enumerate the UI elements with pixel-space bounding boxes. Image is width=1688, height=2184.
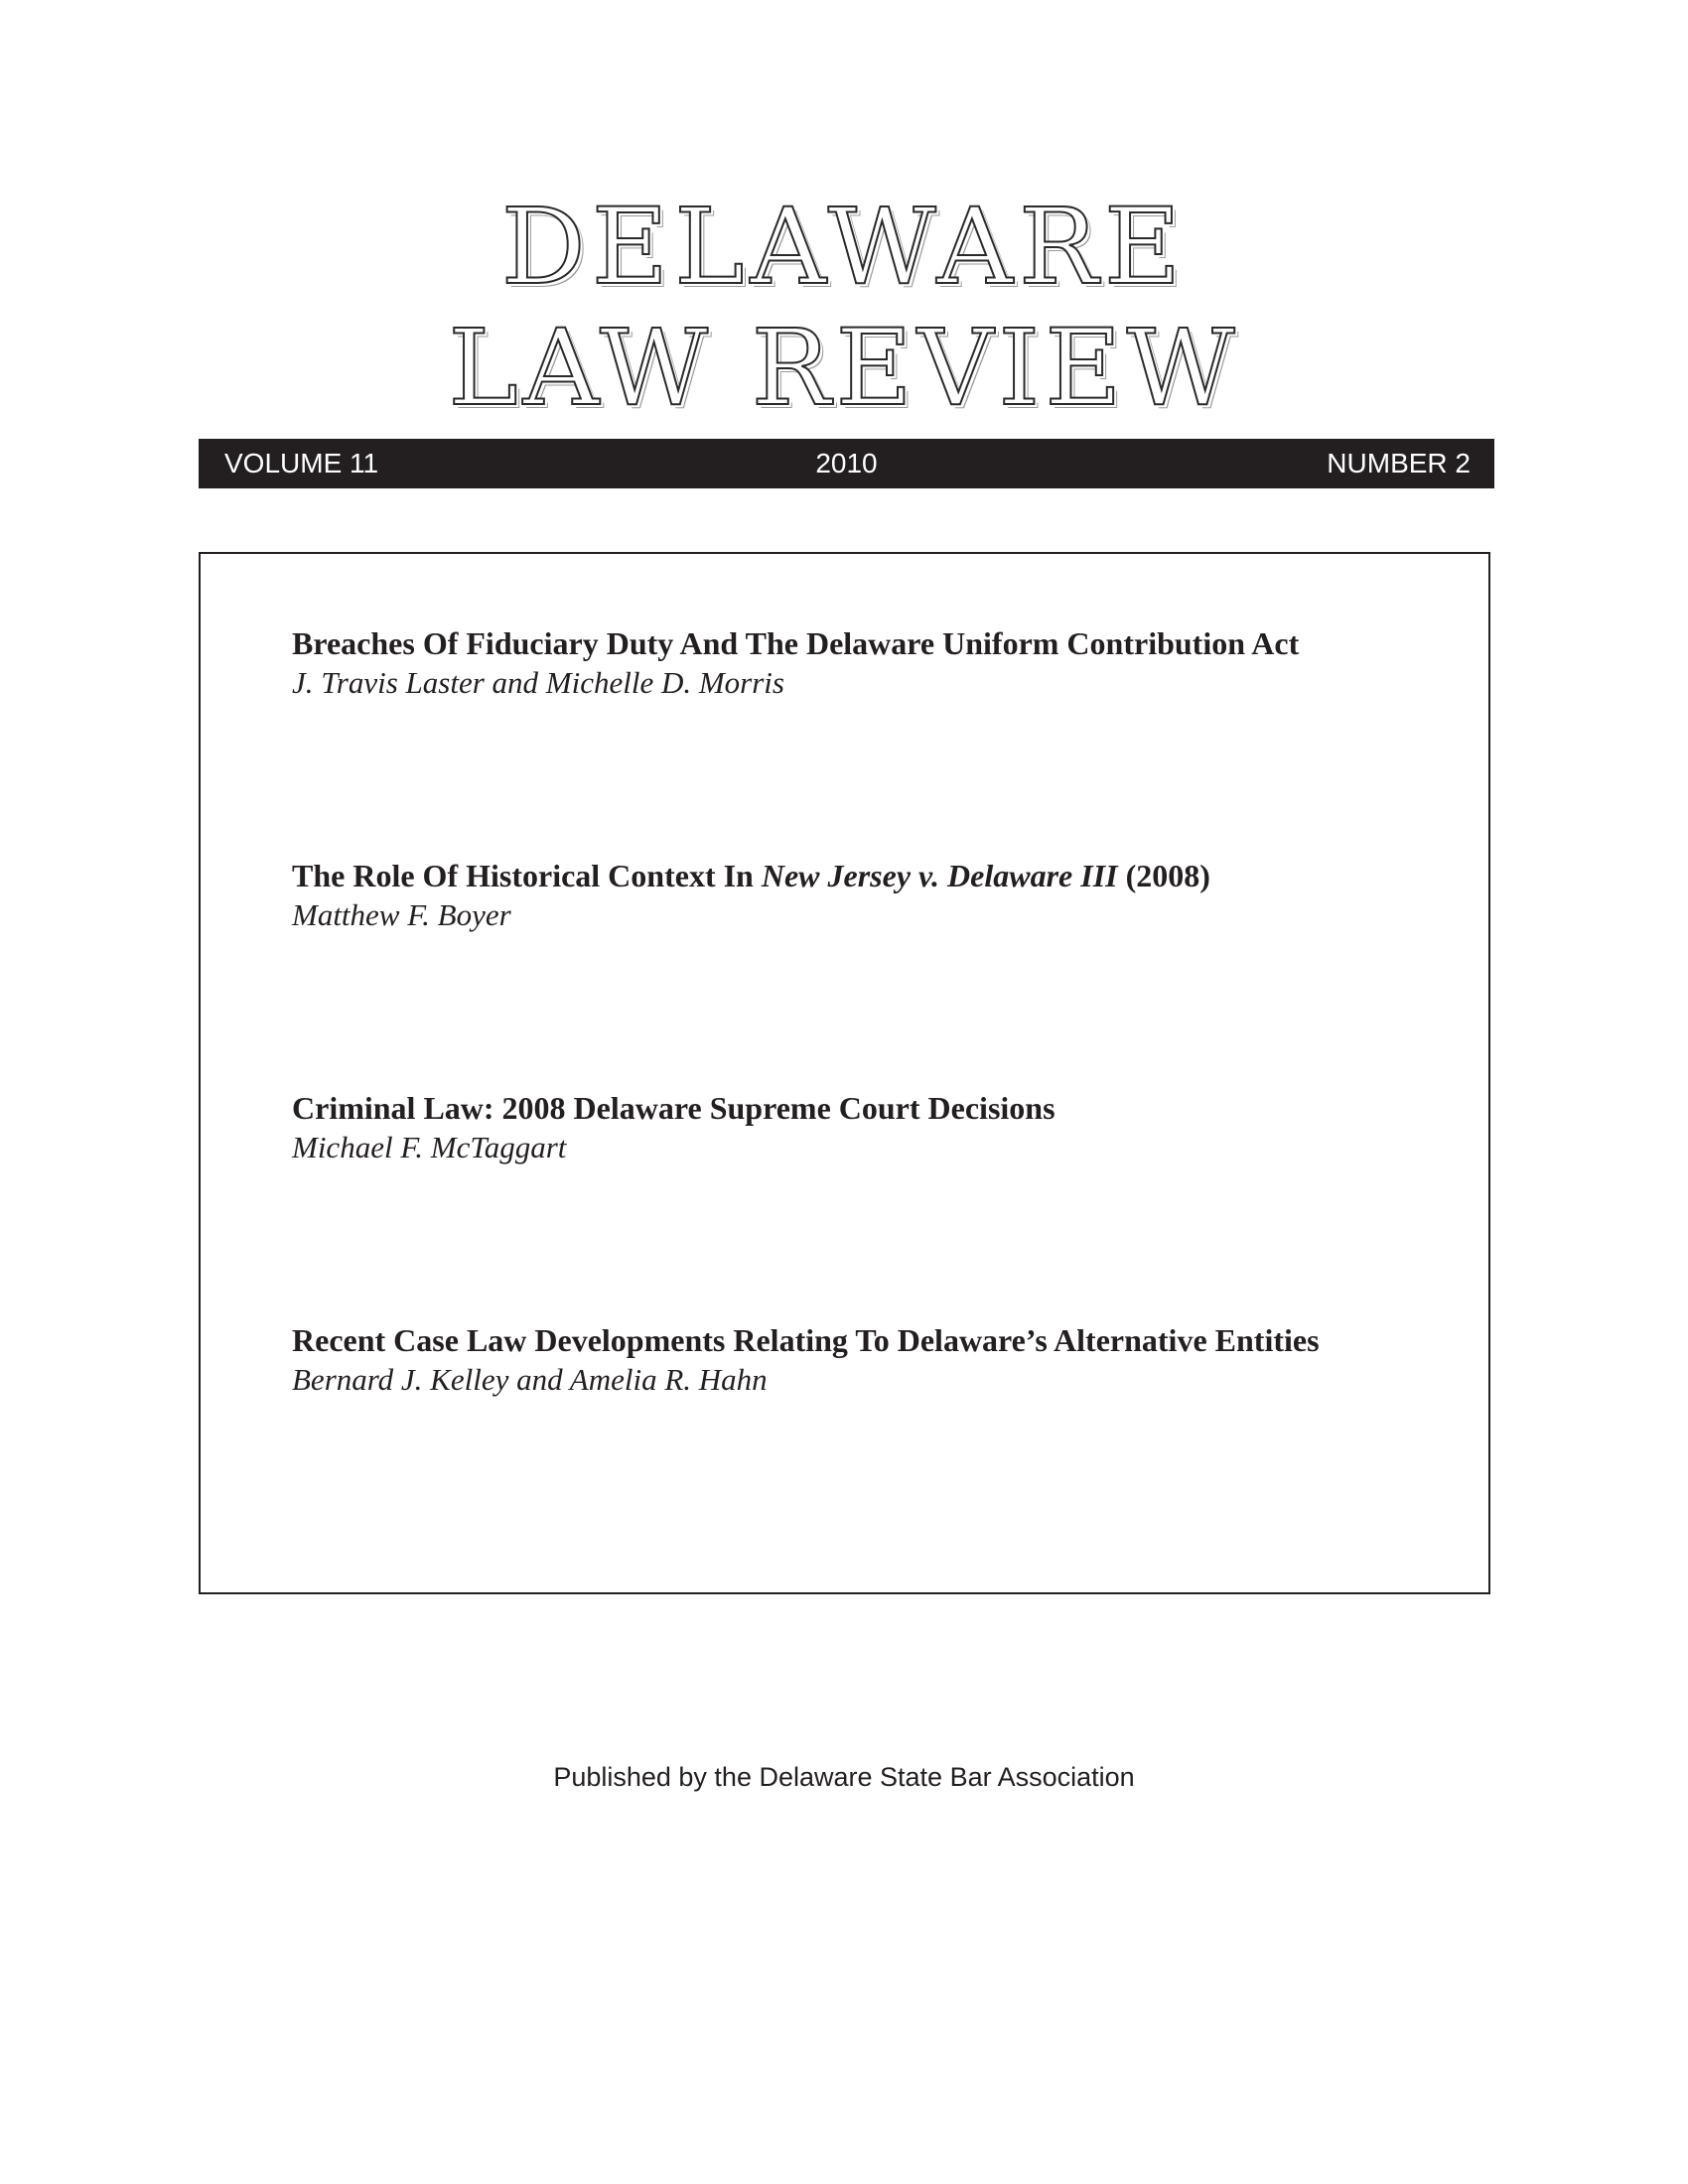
issue-bar	[199, 439, 1494, 488]
article-entry[interactable]	[292, 1088, 1434, 1167]
article-title[interactable]: Breaches Of Fiduciary Duty And The Delaware Uniform Contribution Act	[292, 625, 1300, 661]
masthead-title-line2: LAW REVIEW	[448, 307, 1240, 429]
table-of-contents	[199, 552, 1490, 1594]
issue-volume: VOLUME 11	[224, 448, 379, 478]
masthead-title-line1: DELAWARE	[500, 186, 1188, 308]
article-entry[interactable]	[292, 856, 1434, 935]
article-title[interactable]	[292, 856, 1434, 895]
article-title[interactable]: Criminal Law: 2008 Delaware Supreme Court Decisions	[292, 1090, 1055, 1126]
article-authors: J. Travis Laster and Michelle D. Morris	[292, 665, 784, 700]
issue-year: 2010	[815, 448, 878, 478]
article-entry[interactable]	[292, 623, 1434, 703]
article-authors: Bernard J. Kelley and Amelia R. Hahn	[292, 1362, 768, 1397]
article-title[interactable]: Recent Case Law Developments Relating To Delaware’s Alternative Entities	[292, 1322, 1320, 1358]
article-authors: Michael F. McTaggart	[292, 1130, 567, 1164]
article-title-prefix: The Role Of Historical Context In	[292, 858, 762, 893]
article-authors: Matthew F. Boyer	[292, 897, 511, 932]
article-title-case-name: New Jersey v. Delaware III	[761, 858, 1118, 893]
publisher-credit: Published by the Delaware State Bar Association	[553, 1762, 1135, 1792]
issue-number: NUMBER 2	[1327, 448, 1471, 478]
article-entry[interactable]	[292, 1320, 1434, 1400]
article-title-suffix: (2008)	[1117, 858, 1210, 893]
